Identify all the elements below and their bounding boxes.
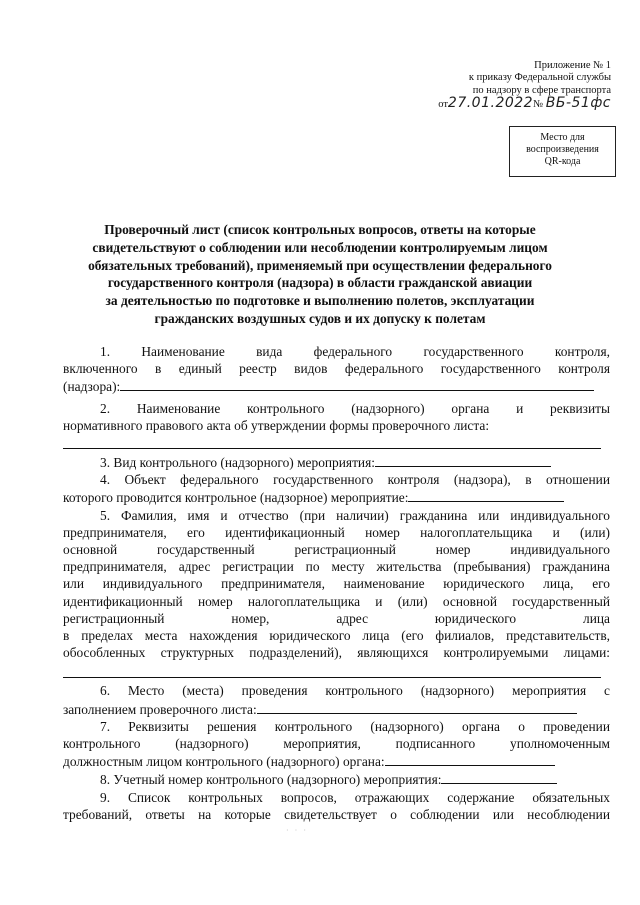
item-5-line-3: основной государственный регистрационный номер индивидуального	[63, 542, 610, 558]
item-9-line-1: 9. Список контрольных вопросов, отражающих содержание обязательных	[100, 789, 610, 805]
item-5-line-2: предпринимателя, его идентификационный номер налогоплательщика и (или)	[63, 524, 610, 540]
title-line-1: Проверочный лист (список контрольных вопросов, ответы на которые	[104, 222, 536, 237]
item-8-line	[63, 770, 610, 788]
document-body	[63, 343, 610, 823]
title-line-2: свидетельствуют о соблюдении или несоблюдении контролируемым лицом	[92, 239, 548, 255]
appendix-line-1: Приложение № 1	[534, 60, 611, 71]
date-prefix: от	[438, 99, 448, 111]
item-5-fill-line	[63, 663, 601, 678]
item-5-line-4: предпринимателя, адрес регистрации по месту жительства (пребывания) гражданина	[63, 559, 610, 575]
item-2-fill-line	[63, 434, 601, 449]
item-7-line-2: контрольного (надзорного) мероприятия, подписанного уполномоченным	[63, 736, 610, 752]
item-6-line-1: 6. Место (места) проведения контрольного (надзорного) мероприятия с	[100, 683, 610, 699]
item-4-line-1: 4. Объект федерального государственного контроля (надзора), в отношении	[100, 472, 610, 488]
document-title	[72, 221, 568, 328]
item-5-line-1: 5. Фамилия, имя и отчество (при наличии) гражданина или индивидуального	[100, 507, 610, 523]
scan-artifact: · · ·	[286, 826, 308, 835]
item-7-line-1: 7. Реквизиты решения контрольного (надзорного) органа о проведении	[100, 718, 610, 734]
qr-box-line-1: Место для	[540, 132, 585, 143]
title-line-6: гражданских воздушных судов и их допуску к полетам	[154, 310, 486, 326]
item-2-line-2: нормативного правового акта об утверждении формы проверочного листа:	[63, 417, 490, 433]
title-line-5: за деятельностью по подготовке и выполнению полетов, эксплуатации	[105, 293, 535, 309]
item-8-fill-line	[441, 770, 557, 784]
handwritten-date: 27.01.2022	[447, 95, 534, 112]
appendix-line-3: по надзору в сфере транспорта	[472, 84, 611, 96]
item-5-line-6: идентификационный номер налогоплательщика и (или) основной государственный	[63, 593, 610, 609]
item-1-line-3	[63, 377, 610, 395]
item-6-line-2	[63, 700, 610, 718]
item-5-line-7: регистрационный номер, адрес юридического лица	[63, 610, 610, 626]
item-7-label: должностным лицом контрольного (надзорного) органа:	[63, 754, 385, 770]
item-5-line-9: обособленных структурных подразделений), являющихся контролируемыми лицами:	[63, 645, 610, 661]
item-3-line	[63, 453, 610, 471]
item-6-fill-line	[257, 700, 577, 714]
item-1-fill-line	[120, 377, 594, 391]
item-1-line-2: включенного в единый реестр видов федерального государственного контроля	[63, 361, 610, 377]
appendix-line-2: к приказу Федеральной службы	[468, 72, 611, 84]
handwritten-number: ВБ-51фс	[545, 95, 611, 112]
title-line-4: государственного контроля (надзора) в области гражданской авиации	[107, 275, 533, 291]
qr-box-line-3: QR-кода	[544, 156, 581, 167]
appendix-header	[381, 60, 611, 113]
item-9-line-2: требований, ответы на которые свидетельствует о соблюдении или несоблюдении	[63, 806, 610, 822]
item-4-line-2	[63, 488, 610, 506]
number-prefix: №	[533, 99, 544, 111]
item-1-label: (надзора):	[63, 379, 121, 395]
qr-box-line-2: воспроизведения	[526, 144, 599, 155]
item-3-fill-line	[375, 453, 551, 467]
item-7-fill-line	[385, 752, 555, 766]
item-5-line-8: в пределах места нахождения юридического лица (его филиалов, представительств,	[63, 628, 610, 644]
item-8-label: 8. Учетный номер контрольного (надзорного) мероприятия:	[100, 772, 442, 788]
item-5-line-5: или индивидуального предпринимателя, наименование юридического лица, его	[63, 576, 610, 592]
item-1-line-1: 1. Наименование вида федерального государственного контроля,	[100, 344, 610, 359]
item-7-line-3	[63, 752, 610, 770]
item-6-label: заполнением проверочного листа:	[63, 701, 257, 717]
title-line-3: обязательных требований), применяемый при осуществлении федерального	[88, 257, 552, 273]
qr-code-placeholder	[509, 126, 616, 177]
item-4-label: которого проводится контрольное (надзорное) мероприятие:	[63, 490, 409, 506]
item-2-line-1: 2. Наименование контрольного (надзорного) органа и реквизиты	[100, 400, 610, 416]
appendix-date-line	[381, 97, 611, 113]
item-3-label: 3. Вид контрольного (надзорного) мероприятия:	[100, 455, 375, 471]
item-4-fill-line	[408, 488, 564, 502]
